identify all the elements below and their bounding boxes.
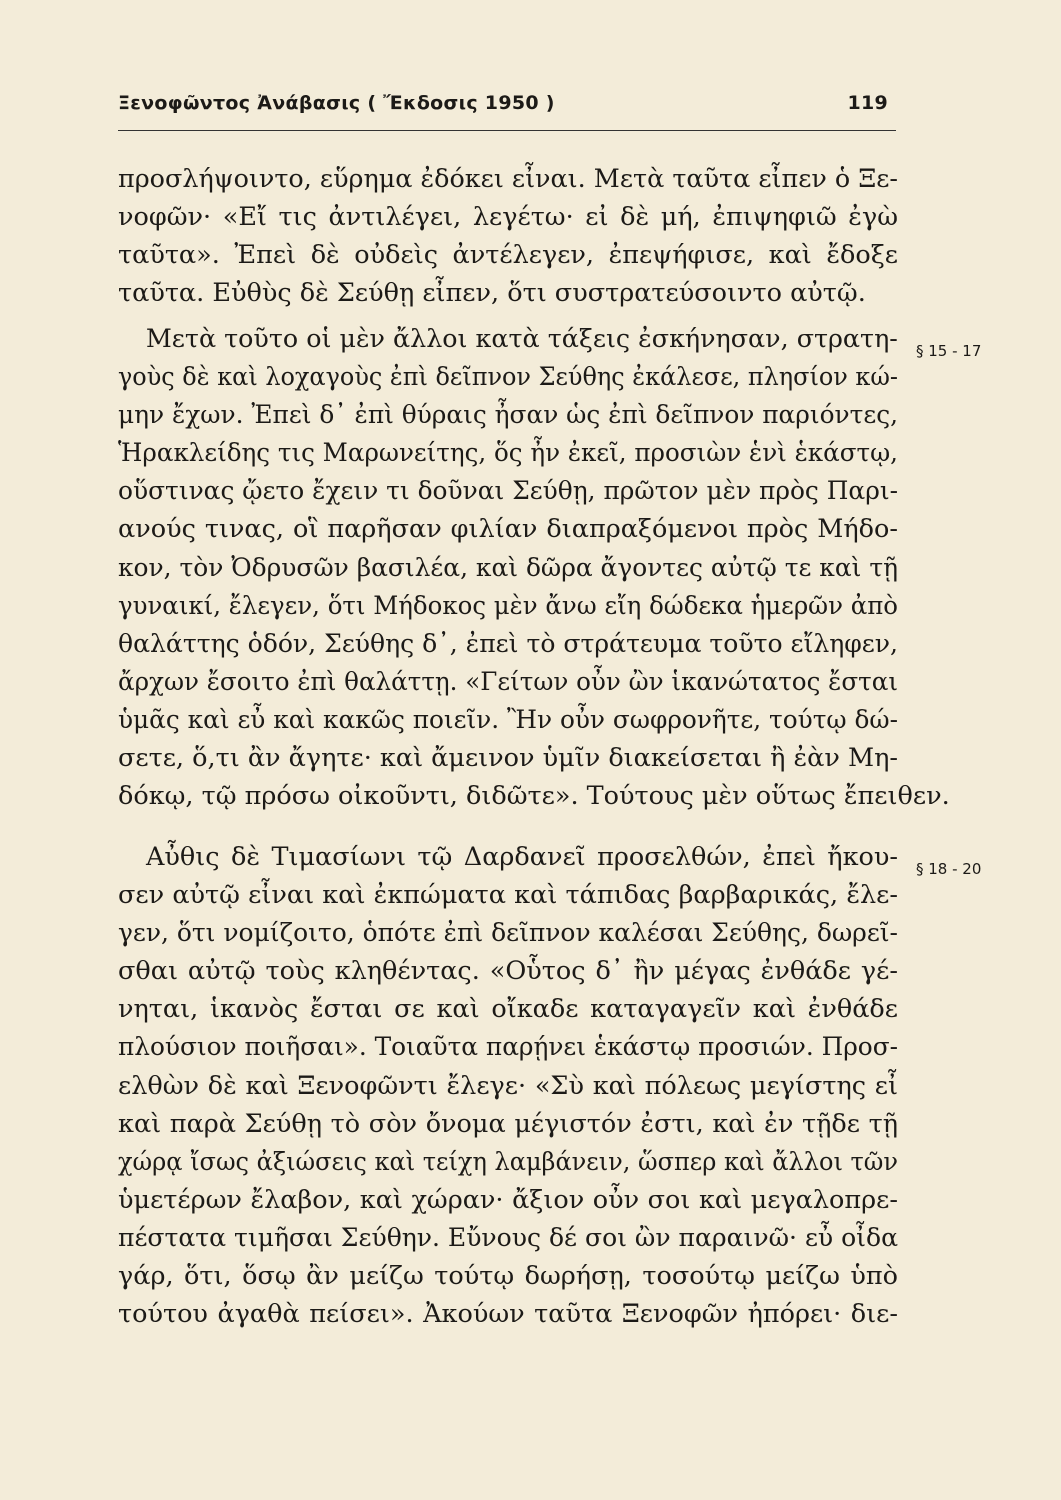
- text-line: ταῦτα. Εὐθὺς δὲ Σεύθῃ εἶπεν, ὅτι συστρατεύσοιντο αὐτῷ.: [118, 278, 866, 309]
- text-line: νηται, ἱκανὸς ἔσται σε καὶ οἴκαδε καταγαγεῖν καὶ ἐνθάδε: [118, 994, 898, 1025]
- text-line: θαλάττης ὁδόν, Σεύθης δ᾽, ἐπεὶ τὸ στράτευμα τοῦτο εἴληφεν,: [118, 628, 898, 659]
- text-line: Αὖθις δὲ Τιμασίωνι τῷ Δαρδανεῖ προσελθών, ἐπεὶ ἤκου-: [146, 842, 898, 872]
- text-line: τούτου ἀγαθὰ πείσει». Ἀκούων ταῦτα Ξενοφῶν ἠπόρει· διε-: [118, 1299, 898, 1330]
- text-line: δόκῳ, τῷ πρόσω οἰκοῦντι, διδῶτε». Τούτους μὲν οὕτως ἔπειθεν.: [118, 781, 950, 812]
- text-line: νοφῶν· «Εἴ τις ἀντιλέγει, λεγέτω· εἰ δὲ μή, ἐπιψηφιῶ ἐγὼ: [118, 202, 898, 233]
- text-line: ταῦτα». Ἐπεὶ δὲ οὐδεὶς ἀντέλεγεν, ἐπεψήφισε, καὶ ἔδοξε: [118, 240, 898, 271]
- text-line: μην ἔχων. Ἐπεὶ δ᾽ ἐπὶ θύραις ἦσαν ὡς ἐπὶ δεῖπνον παριόντες,: [118, 400, 898, 431]
- text-line: σθαι αὐτῷ τοὺς κληθέντας. «Οὗτος δ᾽ ἢν μέγας ἐνθάδε γέ-: [118, 956, 898, 987]
- text-line: ανούς τινας, οἳ παρῆσαν φιλίαν διαπραξόμενοι πρὸς Μήδο-: [118, 514, 898, 545]
- text-line: πλούσιον ποιῆσαι». Τοιαῦτα παρῄνει ἑκάστῳ προσιών. Προσ-: [118, 1032, 898, 1063]
- text-line: ελθὼν δὲ καὶ Ξενοφῶντι ἔλεγε· «Σὺ καὶ πόλεως μεγίστης εἶ: [118, 1070, 898, 1101]
- text-line: προσλήψοιντο, εὕρημα ἐδόκει εἶναι. Μετὰ ταῦτα εἶπεν ὁ Ξε-: [118, 164, 898, 194]
- text-line: ἄρχων ἔσοιτο ἐπὶ θαλάττῃ. «Γείτων οὖν ὢν ἱκανώτατος ἔσται: [118, 666, 898, 697]
- margin-note-section-15-17: § 15 - 17: [916, 342, 982, 360]
- running-title: Ξενοφῶντος Ἀνάβασις ( Ἔκδοσις 1950 ): [118, 92, 555, 114]
- header-rule: [118, 130, 896, 131]
- text-line: καὶ παρὰ Σεύθῃ τὸ σὸν ὄνομα μέγιστόν ἐστι, καὶ ἐν τῇδε τῇ: [118, 1108, 898, 1139]
- page-header: [118, 92, 888, 114]
- text-line: ὑμᾶς καὶ εὖ καὶ κακῶς ποιεῖν. Ἢν οὖν σωφρονῆτε, τούτῳ δώ-: [118, 704, 898, 735]
- text-line: γάρ, ὅτι, ὅσῳ ἂν μείζω τούτῳ δωρήσῃ, τοσούτῳ μείζω ὑπὸ: [118, 1261, 898, 1292]
- text-line: σετε, ὅ,τι ἂν ἄγητε· καὶ ἄμεινον ὑμῖν διακείσεται ἢ ἐὰν Μη-: [118, 743, 898, 774]
- text-line: γοὺς δὲ καὶ λοχαγοὺς ἐπὶ δεῖπνον Σεύθης ἐκάλεσε, πλησίον κώ-: [118, 362, 898, 393]
- text-line: γυναικί, ἔλεγεν, ὅτι Μήδοκος μὲν ἄνω εἴη δώδεκα ἡμερῶν ἀπὸ: [118, 590, 898, 621]
- text-line: πέστατα τιμῆσαι Σεύθην. Εὔνους δέ σοι ὢν παραινῶ· εὖ οἶδα: [118, 1222, 898, 1253]
- text-line: ὑμετέρων ἔλαβον, καὶ χώραν· ἄξιον οὖν σοι καὶ μεγαλοπρε-: [118, 1184, 898, 1215]
- paragraph: [118, 838, 898, 1333]
- text-line: Ἡρακλείδης τις Μαρωνείτης, ὅς ἦν ἐκεῖ, προσιὼν ἑνὶ ἑκάστῳ,: [118, 438, 898, 469]
- text-line: οὕστινας ᾤετο ἔχειν τι δοῦναι Σεύθῃ, πρῶτον μὲν πρὸς Παρι-: [118, 476, 898, 507]
- text-line: Μετὰ τοῦτο οἱ μὲν ἄλλοι κατὰ τάξεις ἐσκήνησαν, στρατη-: [145, 324, 898, 354]
- page-number: 119: [847, 92, 888, 114]
- paragraph: [118, 160, 898, 312]
- text-line: κον, τὸν Ὀδρυσῶν βασιλέα, καὶ δῶρα ἄγοντες αὐτῷ τε καὶ τῇ: [118, 552, 898, 583]
- text-line: σεν αὐτῷ εἶναι καὶ ἐκπώματα καὶ τάπιδας βαρβαρικάς, ἔλε-: [118, 880, 898, 911]
- text-line: γεν, ὅτι νομίζοιτο, ὁπότε ἐπὶ δεῖπνον καλέσαι Σεύθης, δωρεῖ-: [118, 918, 898, 949]
- margin-note-section-18-20: § 18 - 20: [916, 860, 982, 878]
- text-line: χώρᾳ ἴσως ἀξιώσεις καὶ τείχη λαμβάνειν, ὥσπερ καὶ ἄλλοι τῶν: [118, 1146, 898, 1177]
